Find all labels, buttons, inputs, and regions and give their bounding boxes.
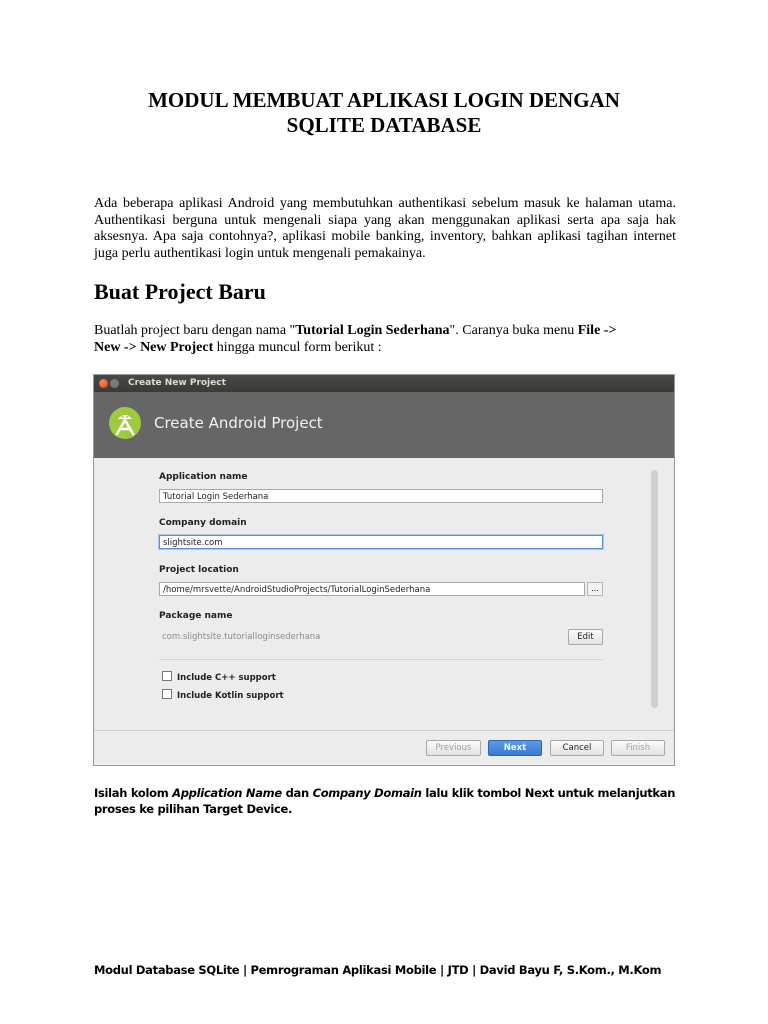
application-name-input[interactable]: Tutorial Login Sederhana: [159, 489, 603, 503]
project-location-input[interactable]: /home/mrsvette/AndroidStudioProjects/TutorialLoginSederhana: [159, 582, 585, 596]
instruction-paragraph: [94, 323, 676, 356]
title-line-2: SQLITE DATABASE: [286, 113, 482, 137]
screenshot-caption: [94, 785, 684, 817]
dialog-titlebar: [94, 375, 674, 392]
caption-company-domain: Company Domain: [312, 786, 422, 800]
instruction-text-2: ". Caranya buka menu: [449, 323, 578, 338]
caption-text-1: Isilah kolom: [94, 786, 173, 800]
company-domain-input[interactable]: slightsite.com: [159, 535, 603, 549]
window-minimize-icon[interactable]: [110, 379, 119, 388]
caption-application-name: Application Name: [172, 786, 282, 800]
finish-button[interactable]: Finish: [611, 740, 665, 756]
dialog-header-title: Create Android Project: [154, 414, 323, 432]
instruction-menu-new-project: New -> New Project: [94, 339, 214, 355]
edit-package-button[interactable]: Edit: [568, 629, 603, 645]
project-location-label: Project location: [159, 565, 239, 575]
include-kotlin-row[interactable]: [162, 689, 284, 701]
include-cpp-checkbox[interactable]: [162, 671, 172, 681]
project-form: [94, 458, 674, 738]
browse-location-button[interactable]: ...: [587, 582, 603, 596]
form-scrollbar[interactable]: [651, 470, 658, 708]
dialog-window-title: Create New Project: [128, 378, 226, 388]
dialog-footer: [94, 730, 674, 765]
instruction-menu-file: File ->: [577, 323, 617, 338]
include-cpp-label: Include C++ support: [177, 673, 276, 683]
android-studio-logo-icon: [108, 406, 142, 440]
intro-paragraph: Ada beberapa aplikasi Android yang membutuhkan authentikasi sebelum masuk ke halaman utama. Authentikasi berguna untuk mengenali siapa yang akan menggunakan aplikasi serta apa saja hak aksesnya. Apa saja contohnya?, aplikasi mobile banking, inventory, bahkan aplikasi tagihan internet juga perlu authentikasi login untuk mengenali pemakainya.: [94, 196, 676, 261]
cancel-button[interactable]: Cancel: [550, 740, 604, 756]
package-name-value: com.slightsite.tutorialloginsederhana: [162, 632, 321, 642]
page-footer: Modul Database SQLite | Pemrograman Aplikasi Mobile | JTD | David Bayu F, S.Kom., M.Kom: [94, 963, 662, 977]
document-title: [0, 88, 768, 138]
caption-text-4: proses ke pilihan Target Device.: [94, 802, 293, 816]
form-divider: [159, 659, 603, 660]
previous-button[interactable]: Previous: [426, 740, 481, 756]
dialog-header: [94, 392, 674, 458]
create-project-dialog-screenshot: [93, 374, 675, 766]
instruction-text-3: hingga muncul form berikut :: [213, 339, 382, 355]
include-cpp-row[interactable]: [162, 671, 276, 683]
application-name-label: Application name: [159, 472, 248, 482]
next-button[interactable]: Next: [488, 740, 542, 756]
include-kotlin-checkbox[interactable]: [162, 689, 172, 699]
caption-text-2: dan: [281, 786, 313, 800]
instruction-text-1: Buatlah project baru dengan nama ": [94, 323, 296, 338]
window-close-icon[interactable]: [99, 379, 108, 388]
instruction-project-name: Tutorial Login Sederhana: [295, 323, 450, 338]
section-heading: Buat Project Baru: [94, 279, 266, 304]
package-name-label: Package name: [159, 611, 233, 621]
caption-text-3: lalu klik tombol Next untuk melanjutkan: [421, 786, 676, 800]
include-kotlin-label: Include Kotlin support: [177, 691, 284, 701]
company-domain-label: Company domain: [159, 518, 247, 528]
title-line-1: MODUL MEMBUAT APLIKASI LOGIN DENGAN: [148, 88, 620, 112]
